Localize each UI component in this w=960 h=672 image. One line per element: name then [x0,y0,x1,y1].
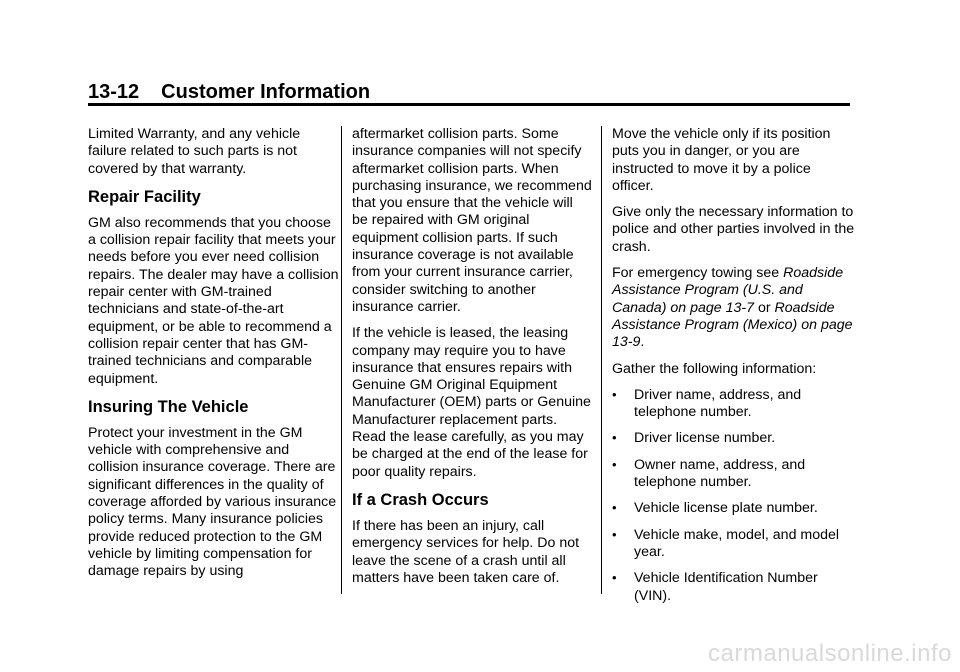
towing-or: or [757,299,771,316]
paragraph: Limited Warranty, and any vehicle failure related to such parts is not covered by that warranty. [88,126,301,177]
heading-repair-facility: Repair Facility [88,187,201,206]
paragraph: If there has been an injury, call emergency services for help. Do not leave the scene of a crash until all matters have been taken care of. [352,517,580,586]
column-2 [352,126,592,596]
paragraph: Protect your investment in the GM vehicle with comprehensive and collision insurance coverage. There are significant differences in the quality of coverage afforded by various insurance policy terms. Many insurance policies provide reduced protection to the GM vehicle by limiting compensation for damage repairs by using [88,424,337,580]
bullet-icon: • [612,570,617,586]
paragraph: Move the vehicle only if its position puts you in danger, or you are instructed to move it by a police officer. [612,126,831,194]
list-item: • Driver name, address, and telephone number. [612,386,802,421]
list-item: • Driver license number. [612,430,776,447]
bullet-icon: • [612,386,617,402]
column-3 [612,126,856,614]
paragraph: GM also recommends that you choose a collision repair facility that meets your needs before you ever need collision repairs. The dealer may have a collision repair center with GM-trained technicians and state-of-the-art equipment, or be able to recommend a collision repair center that has GM-trained technicians and comparable equipment. [88,214,339,387]
towing-end: . [640,334,645,351]
cross-reference-link[interactable]: Roadside Assistance Program (U.S. and Canada) on page 13-7 [612,265,844,316]
paragraph: Gather the following information: [612,360,817,377]
heading-if-a-crash-occurs: If a Crash Occurs [352,490,489,509]
page-number: 13-12 [88,81,140,103]
cross-reference-link[interactable]: Roadside Assistance Program (Mexico) on page 13-9 [612,299,853,351]
bullet-icon: • [612,430,617,446]
towing-paragraph [612,265,856,351]
list-item: • Vehicle make, model, and model year. [612,526,840,560]
column-divider-2 [601,126,602,594]
section-title: Customer Information [161,81,371,103]
list-item: • Owner name, address, and telephone number. [612,456,806,491]
watermark: carmanualsonline.info [708,640,952,667]
info-list [612,387,856,605]
column-divider-1 [341,126,342,594]
list-item: • Vehicle Identification Number (VIN). [612,570,818,604]
header-rule [88,103,850,106]
towing-intro: For emergency towing see [612,265,780,282]
paragraph: Give only the necessary information to police and other parties involved in the crash. [612,204,855,255]
bullet-icon: • [612,526,617,542]
paragraph: aftermarket collision parts. Some insurance companies will not specify aftermarket collision parts. When purchasing insurance, we recommend that you ensure that the vehicle will be repaired with GM original equipment collision parts. If such insurance coverage is not available from your current insurance carrier, consider switching to another insurance carrier. [352,126,592,315]
page-header [88,80,370,104]
list-item: • Vehicle license plate number. [612,500,818,517]
column-1 [88,126,340,590]
bullet-icon: • [612,500,617,516]
bullet-icon: • [612,456,617,472]
heading-insuring-the-vehicle: Insuring The Vehicle [88,397,249,416]
paragraph: If the vehicle is leased, the leasing company may require you to have insurance that ensures repairs with Genuine GM Original Equipment Manufacturer (OEM) parts or Genuine Manufacturer replacement parts. Read the lease carefully, as you may be charged at the end of the lease for poor quality repairs. [352,325,591,480]
